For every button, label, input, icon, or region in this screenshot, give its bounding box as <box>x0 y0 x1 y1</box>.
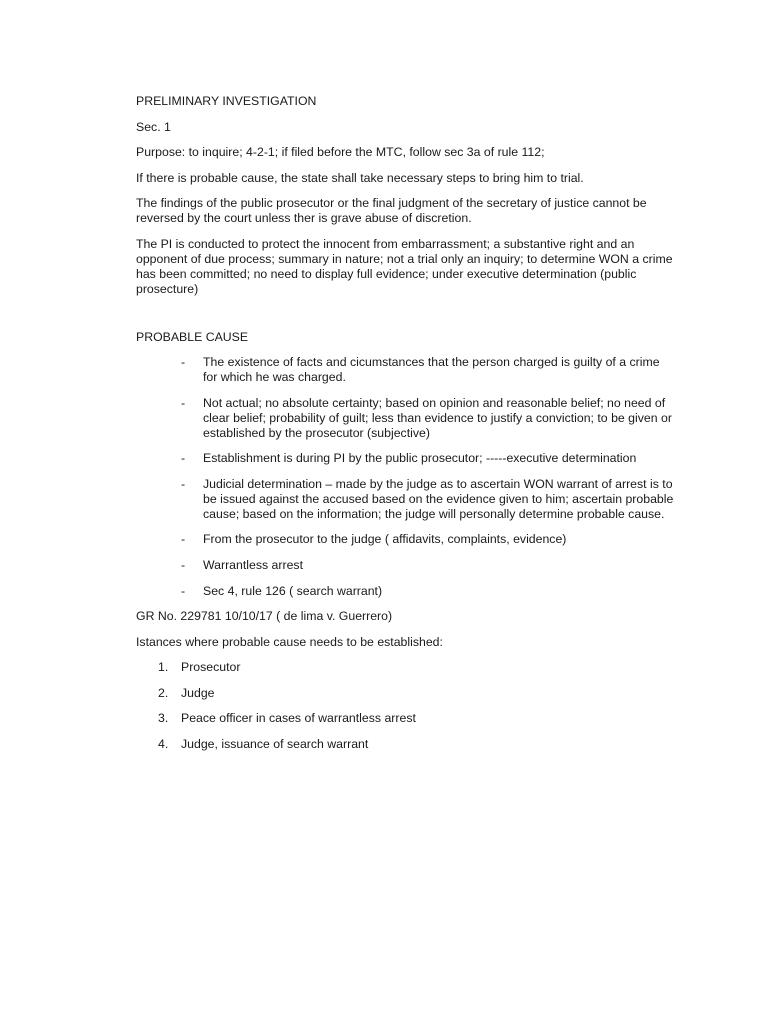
list-item-text: The existence of facts and cicumstances that the person charged is guilty of a crime for which he was charged. <box>203 355 660 384</box>
list-item <box>136 660 676 675</box>
list-item-text: Judge, issuance of search warrant <box>181 736 369 751</box>
list-item <box>136 558 676 573</box>
list-item-text: Establishment is during PI by the public prosecutor; -----executive determination <box>203 451 637 466</box>
list-number: 4. <box>158 736 169 751</box>
list-number: 1. <box>158 660 169 675</box>
dash-bullet: - <box>181 557 186 572</box>
list-item-text: Judicial determination – made by the judge as to ascertain WON warrant of arrest is to be issued against the accused based on the evidence given to him; ascertain probable cause; based on the information; the judge will personally determine probable cause. <box>203 476 674 521</box>
purpose-paragraph: Purpose: to inquire; 4-2-1; if filed before the MTC, follow sec 3a of rule 112; <box>136 145 545 159</box>
list-item <box>136 686 676 701</box>
dash-bullet: - <box>181 395 186 410</box>
dash-bullet: - <box>181 532 186 547</box>
dash-bullet: - <box>181 583 186 598</box>
list-number: 3. <box>158 711 169 726</box>
findings-paragraph: The findings of the public prosecutor or the final judgment of the secretary of justice cannot be reversed by the court unless ther is grave abuse of discretion. <box>136 196 647 225</box>
dash-bullet: - <box>181 451 186 466</box>
list-item <box>136 584 676 599</box>
list-item-text: Not actual; no absolute certainty; based on opinion and reasonable belief; no need of clear belief; probability of guilt; less than evidence to justify a conviction; to be given or established by the prosecutor (subjective) <box>203 395 672 440</box>
list-item-text: Peace officer in cases of warrantless arrest <box>181 711 416 726</box>
document-body <box>136 94 676 763</box>
section-heading-preliminary-investigation: PRELIMINARY INVESTIGATION <box>136 94 317 108</box>
list-item-text: Judge <box>181 685 215 700</box>
list-item <box>136 451 676 466</box>
gr-number-paragraph: GR No. 229781 10/10/17 ( de lima v. Guerrero) <box>136 609 393 624</box>
instances-list <box>136 660 676 752</box>
list-item-text: Prosecutor <box>181 660 241 675</box>
list-item <box>136 711 676 726</box>
list-item <box>136 477 676 522</box>
section-number: Sec. 1 <box>136 119 171 134</box>
list-number: 2. <box>158 685 169 700</box>
list-item-text: From the prosecutor to the judge ( affidavits, complaints, evidence) <box>203 532 567 547</box>
pi-conducted-paragraph: The PI is conducted to protect the innocent from embarrassment; a substantive right and an opponent of due process; summary in nature; not a trial only an inquiry; to determine WON a crime has been committed; no need to display full evidence; under executive determination (public prosecture) <box>136 236 673 296</box>
list-item <box>136 737 676 752</box>
probable-cause-trial-paragraph: If there is probable cause, the state shall take necessary steps to bring him to trial. <box>136 170 584 185</box>
instances-intro-paragraph: Istances where probable cause needs to be established: <box>136 634 443 649</box>
list-item <box>136 396 676 441</box>
list-item <box>136 355 676 385</box>
list-item-text: Warrantless arrest <box>203 557 303 572</box>
dash-bullet: - <box>181 476 186 491</box>
list-item-text: Sec 4, rule 126 ( search warrant) <box>203 583 383 598</box>
probable-cause-list <box>136 355 676 599</box>
list-item <box>136 532 676 547</box>
dash-bullet: - <box>181 355 186 369</box>
section-heading-probable-cause: PROBABLE CAUSE <box>136 329 249 344</box>
